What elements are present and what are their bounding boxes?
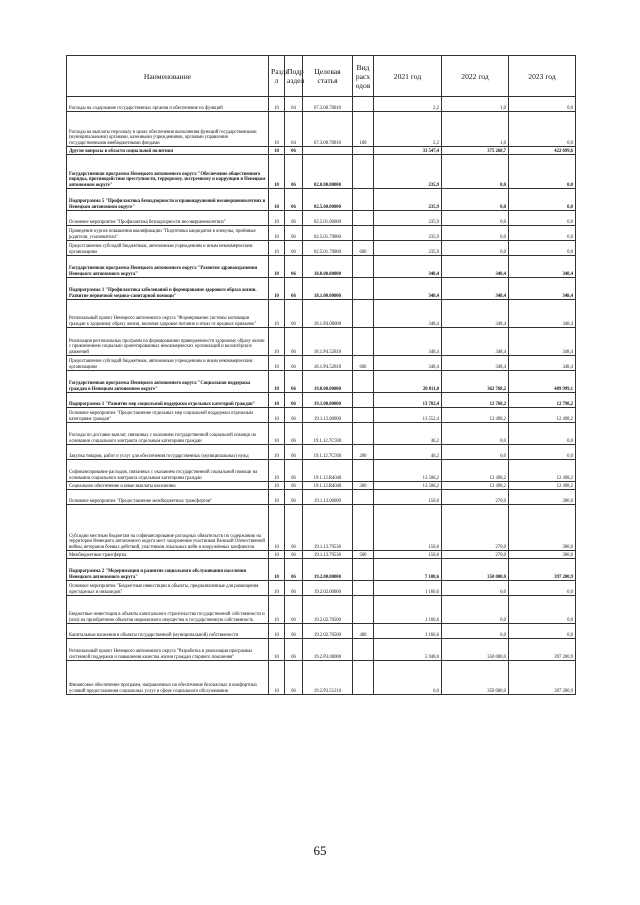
row-expense-type (353, 661, 374, 695)
row-value-2021: 348,4 (374, 300, 442, 328)
row-target-article: 19.1.12.R4040 (303, 460, 353, 482)
row-name: Закупка товаров, работ и услуг для обеспечения государственных (муниципальных) нужд (67, 445, 269, 460)
row-value-2023: 348,4 (509, 256, 576, 278)
row-value-2023: 12 498,2 (509, 460, 576, 482)
row-razdel: 10 (269, 97, 285, 112)
row-razdel: 10 (269, 278, 285, 300)
row-value-2021: 150,0 (374, 505, 442, 551)
table-row (67, 147, 576, 155)
table-row (67, 300, 576, 328)
row-podrazdel: 04 (285, 97, 303, 112)
row-podrazdel: 06 (285, 482, 303, 490)
row-expense-type (353, 639, 374, 661)
row-value-2021: 5 948,0 (374, 639, 442, 661)
row-target-article: 19.1.12.R4040 (303, 482, 353, 490)
row-target-article: 19.1.12.7С930 (303, 445, 353, 460)
row-value-2021: 46,2 (374, 423, 442, 445)
row-podrazdel: 06 (285, 559, 303, 581)
row-expense-type (353, 490, 374, 505)
row-razdel: 10 (269, 408, 285, 423)
row-expense-type (353, 256, 374, 278)
table-row (67, 445, 576, 460)
row-podrazdel: 06 (285, 155, 303, 189)
row-podrazdel: 06 (285, 661, 303, 695)
row-expense-type: 300 (353, 482, 374, 490)
row-value-2023: 0,0 (509, 112, 576, 147)
row-expense-type (353, 97, 374, 112)
row-podrazdel: 06 (285, 241, 303, 256)
table-row (67, 408, 576, 423)
row-expense-type (353, 596, 374, 624)
table-row (67, 559, 576, 581)
header-target-article: Целевая статья (303, 56, 353, 97)
row-expense-type: 600 (353, 241, 374, 256)
row-target-article: 18.1.P4.52810 (303, 356, 353, 371)
table-row (67, 505, 576, 551)
table-row (67, 624, 576, 639)
row-razdel: 10 (269, 356, 285, 371)
row-value-2023: 0,0 (509, 624, 576, 639)
row-value-2023: 0,0 (509, 445, 576, 460)
row-value-2022: 0,0 (442, 624, 509, 639)
row-razdel: 10 (269, 639, 285, 661)
row-value-2022: 12 768,2 (442, 393, 509, 408)
row-razdel: 10 (269, 328, 285, 356)
row-value-2022: 350 000,0 (442, 559, 509, 581)
row-target-article: 19.2.02.70500 (303, 624, 353, 639)
row-expense-type (353, 226, 374, 241)
row-target-article: 19.1.13.79530 (303, 551, 353, 559)
table-row (67, 155, 576, 189)
row-expense-type (353, 328, 374, 356)
row-target-article: 19.1.00.00000 (303, 393, 353, 408)
table-row (67, 371, 576, 393)
row-target-article: 67.3.00.70010 (303, 112, 353, 147)
row-value-2022: 348,4 (442, 328, 509, 356)
row-expense-type (353, 211, 374, 226)
row-value-2021: 7 108,6 (374, 559, 442, 581)
row-value-2022: 0,0 (442, 423, 509, 445)
row-name: Подпрограмма 5 "Профилактика безнадзорности и правонарушений несовершеннолетних в Ненецком автономном округе" (67, 189, 269, 211)
row-razdel: 10 (269, 371, 285, 393)
row-value-2022: 0,0 (442, 596, 509, 624)
row-expense-type (353, 460, 374, 482)
row-expense-type (353, 408, 374, 423)
row-razdel: 10 (269, 581, 285, 596)
table-row (67, 423, 576, 445)
row-target-article (303, 147, 353, 155)
row-razdel: 10 (269, 559, 285, 581)
table-row (67, 356, 576, 371)
table-row (67, 278, 576, 300)
row-value-2021: 1 160,6 (374, 624, 442, 639)
row-value-2021: 348,4 (374, 328, 442, 356)
row-razdel: 10 (269, 423, 285, 445)
row-value-2021: 150,0 (374, 490, 442, 505)
row-podrazdel: 06 (285, 596, 303, 624)
row-value-2023: 0,0 (509, 423, 576, 445)
row-expense-type: 100 (353, 112, 374, 147)
row-target-article: 02.5.01.00000 (303, 211, 353, 226)
row-name: Государственная программа Ненецкого автономного округа "Социальная поддержка граждан в Ненецком автономном округе" (67, 371, 269, 393)
row-target-article: 19.2.02.70500 (303, 596, 353, 624)
row-target-article: 02.5.01.79060 (303, 226, 353, 241)
row-value-2021: 13 506,2 (374, 460, 442, 482)
table-row (67, 97, 576, 112)
row-name: Проведение курсов повышения квалификации "Подготовка кандидатов в опекуны, приёмные родители, усыновители" (67, 226, 269, 241)
row-value-2023: 0,0 (509, 97, 576, 112)
row-podrazdel: 06 (285, 624, 303, 639)
row-podrazdel: 06 (285, 445, 303, 460)
row-podrazdel: 06 (285, 371, 303, 393)
table-body (67, 97, 576, 695)
row-name: Основное мероприятие "Профилактика безнадзорности несовершеннолетних" (67, 211, 269, 226)
row-podrazdel: 06 (285, 639, 303, 661)
row-name: Государственная программа Ненецкого автономного округа "Обеспечение общественного порядка, противодействие преступности, терроризму, экстремизму и коррупции в Ненецком автономном округе" (67, 155, 269, 189)
row-value-2021: 348,4 (374, 356, 442, 371)
table-row (67, 393, 576, 408)
row-target-article: 19.1.13.00000 (303, 490, 353, 505)
row-name: Предоставление субсидий бюджетным, автономным учреждениям и иным некоммерческим организациям (67, 241, 269, 256)
row-expense-type (353, 300, 374, 328)
row-value-2023: 0,0 (509, 241, 576, 256)
table-row (67, 189, 576, 211)
row-value-2022: 12 498,2 (442, 460, 509, 482)
row-podrazdel: 06 (285, 300, 303, 328)
row-value-2021: 20 811,0 (374, 371, 442, 393)
row-value-2023: 300,0 (509, 490, 576, 505)
row-name: Межбюджетные трансферты (67, 551, 269, 559)
row-value-2022: 0,0 (442, 155, 509, 189)
row-podrazdel: 06 (285, 505, 303, 551)
table-row (67, 661, 576, 695)
row-razdel: 10 (269, 226, 285, 241)
row-razdel: 10 (269, 482, 285, 490)
table-row (67, 581, 576, 596)
row-value-2023: 397 200,9 (509, 661, 576, 695)
row-value-2021: 348,4 (374, 278, 442, 300)
row-value-2023: 300,0 (509, 551, 576, 559)
row-podrazdel: 06 (285, 408, 303, 423)
row-value-2022: 375 268,7 (442, 147, 509, 155)
row-podrazdel: 06 (285, 278, 303, 300)
row-value-2021: 2,2 (374, 97, 442, 112)
row-value-2023: 348,4 (509, 356, 576, 371)
row-name: Региональный проект Ненецкого автономного округа "Разработка и реализация программы системной поддержки и повышения качества жизни граждан старшего поколения" (67, 639, 269, 661)
row-target-article: 19.0.00.00000 (303, 371, 353, 393)
row-target-article: 19.1.12.7С930 (303, 423, 353, 445)
table-row (67, 211, 576, 226)
row-value-2021: 46,2 (374, 445, 442, 460)
row-razdel: 10 (269, 596, 285, 624)
row-podrazdel: 06 (285, 581, 303, 596)
row-razdel: 10 (269, 445, 285, 460)
row-podrazdel: 06 (285, 356, 303, 371)
row-target-article: 19.2.02.00000 (303, 581, 353, 596)
row-value-2022: 270,0 (442, 490, 509, 505)
row-target-article: 18.0.00.00000 (303, 256, 353, 278)
row-podrazdel: 06 (285, 226, 303, 241)
row-name: Субсидии местным бюджетам на софинансирование расходных обязательств по содержанию на территории Ненецкого автономного округа мест захоронения участников Великой Отечественной войны, ветеранов боевых действий, участников локальных войн и вооружённых конфликтов (67, 505, 269, 551)
row-razdel: 10 (269, 241, 285, 256)
row-value-2023: 348,4 (509, 278, 576, 300)
row-value-2023: 0,0 (509, 189, 576, 211)
row-value-2022: 12 498,2 (442, 408, 509, 423)
row-value-2023: 397 200,9 (509, 559, 576, 581)
row-target-article: 18.1.P4.00000 (303, 300, 353, 328)
row-podrazdel: 06 (285, 490, 303, 505)
row-value-2023: 12 798,2 (509, 393, 576, 408)
row-target-article: 02.5.01.79060 (303, 241, 353, 256)
row-value-2021: 150,0 (374, 551, 442, 559)
row-value-2023: 409 999,1 (509, 371, 576, 393)
row-razdel: 10 (269, 551, 285, 559)
row-name: Софинансирование расходов, связанных с оказанием государственной социальной помощи на основании социального контракта отдельным категориям граждан (67, 460, 269, 482)
row-name: Основное мероприятие "Предоставление отдельных мер социальной поддержки отдельным категориям граждан" (67, 408, 269, 423)
row-target-article: 19.2.P3.00000 (303, 639, 353, 661)
row-razdel: 10 (269, 256, 285, 278)
table-row (67, 241, 576, 256)
header-name: Наименование (67, 56, 269, 97)
row-expense-type (353, 581, 374, 596)
row-name: Расходы на содержание государственных органов и обеспечение их функций (67, 97, 269, 112)
row-value-2023: 348,4 (509, 328, 576, 356)
row-razdel: 10 (269, 189, 285, 211)
row-name: Финансовое обеспечение программ, направленных на обеспечение безопасных и комфортных условий предоставления социальных услуг в сфере социального обслуживания (67, 661, 269, 695)
row-expense-type: 200 (353, 445, 374, 460)
row-name: Предоставление субсидий бюджетным, автономным учреждениям и иным некоммерческим организациям (67, 356, 269, 371)
row-name: Расходы на выплаты персоналу в целях обеспечения выполнения функций государственными (муниципальными) органами, казенными учреждениями, органами управления государственными внебюджетными фондами (67, 112, 269, 147)
row-value-2022: 270,0 (442, 505, 509, 551)
row-value-2021: 235,9 (374, 211, 442, 226)
table-row (67, 112, 576, 147)
header-2023: 2023 год (509, 56, 576, 97)
row-expense-type (353, 423, 374, 445)
row-value-2023: 422 699,6 (509, 147, 576, 155)
row-value-2021: 235,9 (374, 155, 442, 189)
row-target-article: 02.0.00.00000 (303, 155, 353, 189)
row-razdel: 10 (269, 490, 285, 505)
row-value-2022: 348,4 (442, 256, 509, 278)
row-podrazdel: 06 (285, 551, 303, 559)
row-podrazdel: 06 (285, 393, 303, 408)
row-expense-type: 400 (353, 624, 374, 639)
row-value-2023: 0,0 (509, 581, 576, 596)
row-razdel: 10 (269, 624, 285, 639)
row-target-article: 18.1.00.00000 (303, 278, 353, 300)
row-expense-type: 600 (353, 356, 374, 371)
row-value-2022: 0,0 (442, 211, 509, 226)
row-target-article: 18.1.P4.52810 (303, 328, 353, 356)
row-value-2022: 0,0 (442, 189, 509, 211)
row-name: Региональный проект Ненецкого автономного округа "Формирование системы мотивации граждан к здоровому образу жизни, включая здоровое питание и отказ от вредных привычек" (67, 300, 269, 328)
row-value-2023: 0,0 (509, 155, 576, 189)
row-name: Реализация региональных программ по формированию приверженности здоровому образу жизни с привлечением социально ориентированных некоммерческих организаций и волонтёрских движений (67, 328, 269, 356)
row-value-2021: 235,9 (374, 241, 442, 256)
row-name: Расходы по доставке выплат, связанных с оказанием государственной социальной помощи на основании социального контракта отдельным категориям граждан (67, 423, 269, 445)
row-podrazdel: 06 (285, 211, 303, 226)
row-name: Капитальные вложения в объекты государственной (муниципальной) собственности (67, 624, 269, 639)
row-razdel: 10 (269, 155, 285, 189)
row-value-2021: 13 506,2 (374, 482, 442, 490)
row-name: Другие вопросы в области социальной политики (67, 147, 269, 155)
row-name: Подпрограмма 2 "Модернизация и развитие социального обслуживания населения Ненецкого автономного округа" (67, 559, 269, 581)
row-expense-type (353, 393, 374, 408)
row-podrazdel: 06 (285, 423, 303, 445)
row-value-2021: 0,0 (374, 661, 442, 695)
row-value-2021: 235,9 (374, 226, 442, 241)
row-razdel: 10 (269, 460, 285, 482)
row-value-2022: 12 498,2 (442, 482, 509, 490)
row-name: Подпрограмма 1 "Профилактика заболеваний и формирование здорового образа жизни. Развитие первичной медико-санитарной помощи" (67, 278, 269, 300)
row-expense-type (353, 147, 374, 155)
row-value-2023: 397 200,9 (509, 639, 576, 661)
row-razdel: 10 (269, 661, 285, 695)
row-value-2021: 2,2 (374, 112, 442, 147)
row-value-2022: 348,4 (442, 300, 509, 328)
row-podrazdel: 04 (285, 112, 303, 147)
header-razdel: Разде л (269, 56, 285, 97)
row-value-2021: 13 702,4 (374, 393, 442, 408)
row-name: Основное мероприятие "Предоставление межбюджетных трансфертов" (67, 490, 269, 505)
row-value-2022: 350 000,0 (442, 661, 509, 695)
row-razdel: 10 (269, 211, 285, 226)
row-value-2023: 300,0 (509, 505, 576, 551)
row-target-article: 19.2.00.00000 (303, 559, 353, 581)
row-value-2022: 0,0 (442, 445, 509, 460)
table-header-row (67, 56, 576, 97)
row-razdel: 10 (269, 147, 285, 155)
row-name: Социальное обеспечение и иные выплаты населению (67, 482, 269, 490)
row-value-2023: 348,4 (509, 300, 576, 328)
row-expense-type: 500 (353, 551, 374, 559)
budget-table (66, 55, 576, 695)
row-expense-type (353, 189, 374, 211)
row-value-2021: 348,4 (374, 256, 442, 278)
table-row (67, 551, 576, 559)
row-name: Бюджетные инвестиции в объекты капитального строительства государственной собственности и (или) на приобретение объектов недвижимого имущества в государственную собственность (67, 596, 269, 624)
table-row (67, 596, 576, 624)
header-podrazdel: Подр аздел (285, 56, 303, 97)
row-name: Подпрограмма 1 "Развитие мер социальной поддержки отдельных категорий граждан" (67, 393, 269, 408)
row-podrazdel: 06 (285, 147, 303, 155)
row-expense-type (353, 559, 374, 581)
row-target-article: 19.1.12.00000 (303, 408, 353, 423)
row-razdel: 10 (269, 300, 285, 328)
row-value-2021: 1 160,6 (374, 581, 442, 596)
table-row (67, 482, 576, 490)
row-target-article: 67.3.00.70010 (303, 97, 353, 112)
row-value-2021: 33 547,4 (374, 147, 442, 155)
row-value-2022: 348,4 (442, 278, 509, 300)
row-razdel: 10 (269, 505, 285, 551)
header-2021: 2021 год (374, 56, 442, 97)
header-2022: 2022 год (442, 56, 509, 97)
row-podrazdel: 06 (285, 460, 303, 482)
row-value-2021: 1 160,6 (374, 596, 442, 624)
row-podrazdel: 06 (285, 256, 303, 278)
row-value-2022: 362 768,2 (442, 371, 509, 393)
row-name: Государственная программа Ненецкого автономного округа "Развитие здравоохранения Ненецкого автономного округа" (67, 256, 269, 278)
table-row (67, 639, 576, 661)
page-number: 65 (313, 843, 327, 858)
table-row (67, 460, 576, 482)
row-value-2021: 235,9 (374, 189, 442, 211)
row-expense-type (353, 155, 374, 189)
row-target-article: 02.5.00.00000 (303, 189, 353, 211)
table-row (67, 328, 576, 356)
header-expense-type: Вид расх одов (353, 56, 374, 97)
row-value-2023: 12 498,2 (509, 408, 576, 423)
row-expense-type (353, 505, 374, 551)
row-podrazdel: 06 (285, 189, 303, 211)
table-row (67, 226, 576, 241)
row-expense-type (353, 371, 374, 393)
table-row (67, 256, 576, 278)
row-podrazdel: 06 (285, 328, 303, 356)
row-value-2022: 1,0 (442, 97, 509, 112)
row-value-2022: 0,0 (442, 241, 509, 256)
row-value-2023: 0,0 (509, 211, 576, 226)
row-value-2021: 13 552,4 (374, 408, 442, 423)
row-target-article: 19.2.P3.51210 (303, 661, 353, 695)
row-value-2022: 0,0 (442, 226, 509, 241)
row-value-2022: 270,0 (442, 551, 509, 559)
row-value-2023: 12 498,2 (509, 482, 576, 490)
table-row (67, 490, 576, 505)
row-target-article: 19.1.13.79530 (303, 505, 353, 551)
row-value-2022: 350 000,0 (442, 639, 509, 661)
row-expense-type (353, 278, 374, 300)
row-name: Основное мероприятие "Бюджетные инвестиции в объекты, предназначенные для размещения престарелых и инвалидов" (67, 581, 269, 596)
row-value-2022: 348,4 (442, 356, 509, 371)
row-value-2022: 0,0 (442, 581, 509, 596)
row-value-2023: 0,0 (509, 596, 576, 624)
row-value-2023: 0,0 (509, 226, 576, 241)
row-razdel: 10 (269, 393, 285, 408)
row-razdel: 10 (269, 112, 285, 147)
row-value-2022: 1,0 (442, 112, 509, 147)
